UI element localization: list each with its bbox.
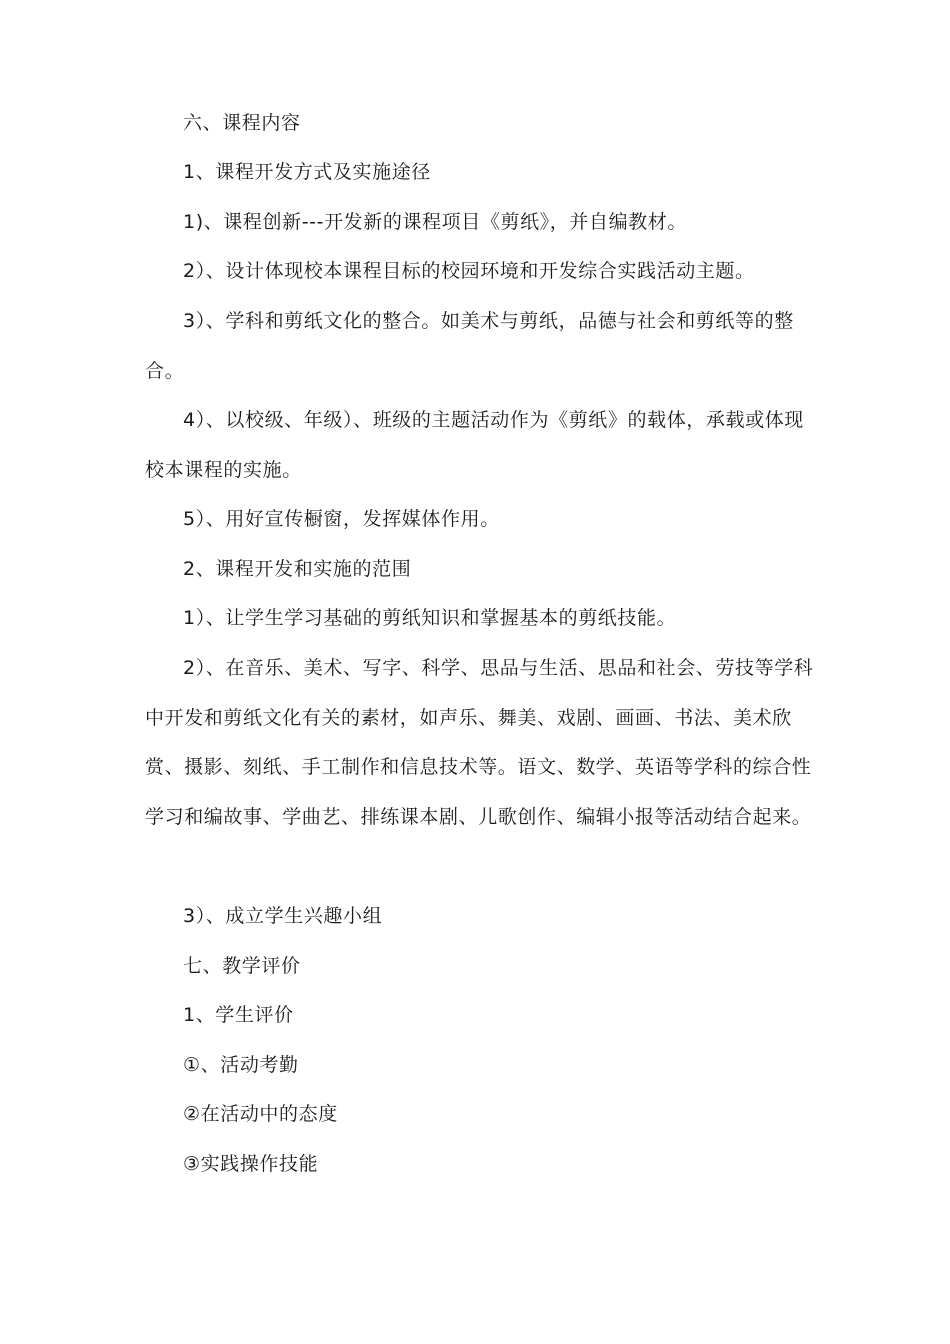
list-item-subject-materials: 2）、在音乐、美术、写字、科学、思品与生活、思品和社会、劳技等学科中开发和剪纸文化有关的素材，如声乐、舞美、戏剧、画画、书法、美术欣赏、摄影、刻纸、手工制作和信息技术等。语文、数学、英语等学科的综合性学习和编故事、学曲艺、排练课本剧、儿歌创作、编辑小报等活动结合起来。 xyxy=(145,657,814,828)
list-item-basic-knowledge: 1）、让学生学习基础的剪纸知识和掌握基本的剪纸技能。 xyxy=(183,607,677,629)
subheading-development-methods: 1、课程开发方式及实施途径 xyxy=(183,161,431,183)
list-item-campus-environment: 2）、设计体现校本课程目标的校园环境和开发综合实践活动主题。 xyxy=(183,260,755,282)
list-item-theme-activities: 4）、以校级、年级）、班级的主题活动作为《剪纸》的载体，承载或体现校本课程的实施。 xyxy=(145,409,804,481)
list-item-attendance: ①、活动考勤 xyxy=(183,1054,299,1076)
section-heading-course-content: 六、课程内容 xyxy=(183,112,301,134)
list-item-practical-skills: ③实践操作技能 xyxy=(183,1153,319,1175)
list-item-publicity-window: 5）、用好宣传橱窗，发挥媒体作用。 xyxy=(183,508,500,530)
list-item-course-innovation: 1)、课程创新---开发新的课程项目《剪纸》，并自编教材。 xyxy=(183,211,687,233)
list-item-interest-group: 3）、成立学生兴趣小组 xyxy=(183,905,383,927)
section-heading-teaching-evaluation: 七、教学评价 xyxy=(183,955,301,977)
list-item-attitude: ②在活动中的态度 xyxy=(183,1103,338,1125)
list-item-subject-integration: 3）、学科和剪纸文化的整合。如美术与剪纸，品德与社会和剪纸等的整合。 xyxy=(145,310,794,382)
subheading-student-evaluation: 1、学生评价 xyxy=(183,1004,294,1026)
subheading-development-scope: 2、课程开发和实施的范围 xyxy=(183,558,412,580)
